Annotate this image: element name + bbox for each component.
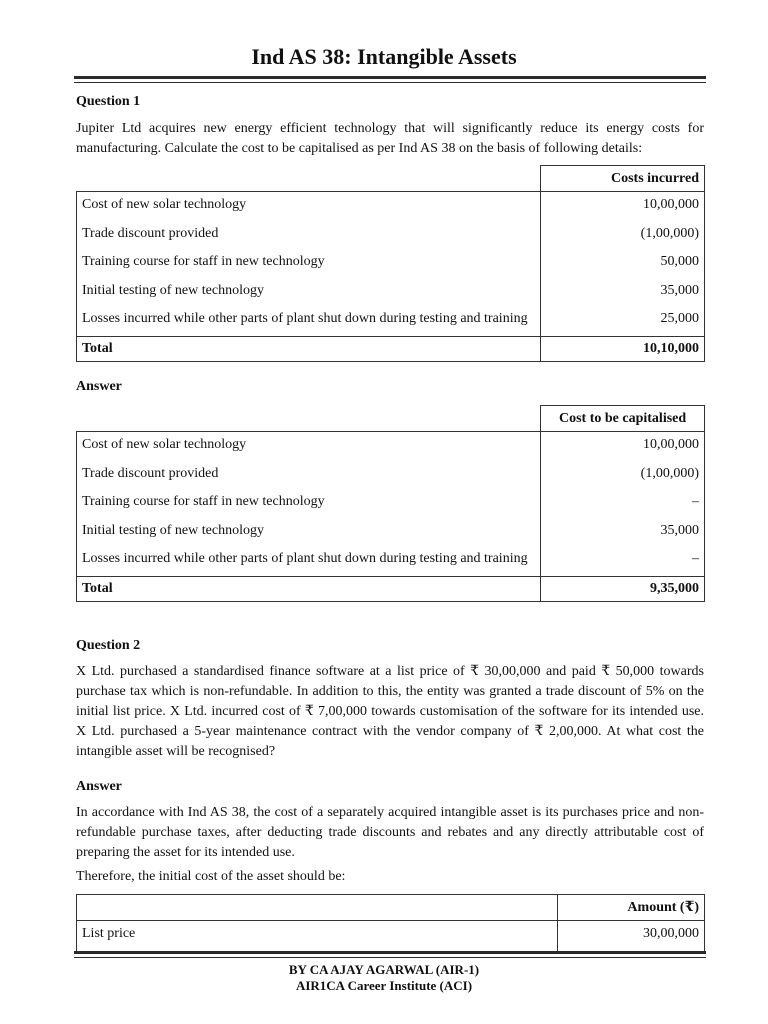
- row-value: –: [541, 490, 705, 519]
- total-row: [77, 336, 705, 361]
- row-value: 10,00,000: [541, 192, 705, 222]
- row-label: Training course for staff in new technology: [77, 250, 541, 279]
- row-value: 30,00,000: [558, 921, 705, 951]
- title-divider-thin: [74, 82, 706, 83]
- row-label: List price: [77, 921, 558, 951]
- footer-divider: [74, 951, 706, 954]
- footer-divider-thin: [74, 957, 706, 958]
- title-divider: [74, 76, 706, 79]
- row-value: (1,00,000): [541, 462, 705, 491]
- table-row: [77, 490, 705, 519]
- row-label: Initial testing of new technology: [77, 279, 541, 308]
- row-label: Losses incurred while other parts of plant shut down during testing and training: [77, 547, 541, 576]
- footer-author: BY CA AJAY AGARWAL (AIR-1): [288, 962, 480, 977]
- answer-1-heading: Answer: [76, 379, 122, 394]
- row-value: 25,000: [541, 307, 705, 336]
- table-row: [77, 921, 705, 951]
- row-label: Initial testing of new technology: [77, 519, 541, 548]
- table-row: [77, 519, 705, 548]
- row-value: 35,000: [541, 519, 705, 548]
- answer-2-text: In accordance with Ind AS 38, the cost of a separately acquired intangible asset is its purchases price and non-refundable purchase taxes, after deducting trade discounts and rebates and any directly attributable cost of preparing the asset for its intended use.: [76, 805, 704, 860]
- page-title: Ind AS 38: Intangible Assets: [251, 44, 517, 69]
- total-row: [77, 576, 705, 601]
- column-header: Cost to be capitalised: [541, 406, 705, 432]
- column-header: Costs incurred: [541, 166, 705, 192]
- row-label: Trade discount provided: [77, 222, 541, 251]
- table-row: [77, 307, 705, 336]
- table-row: [77, 547, 705, 576]
- question-2-text: X Ltd. purchased a standardised finance software at a list price of ₹ 30,00,000 and paid ₹ 50,000 towards purchase tax which is non-refundable. In addition to this, the entity was granted a trade discount of 5% on the initial list price. X Ltd. incurred cost of ₹ 7,00,000 towards customisation of the software for its intended use. X Ltd. purchased a 5-year maintenance contract with the vendor company of ₹ 2,00,000. At what cost the intangible asset will be recognised?: [76, 664, 704, 759]
- row-label: Training course for staff in new technology: [77, 490, 541, 519]
- table-row: [77, 462, 705, 491]
- row-label: Trade discount provided: [77, 462, 541, 491]
- question-1-heading: Question 1: [76, 94, 141, 109]
- question-1-text: Jupiter Ltd acquires new energy efficient technology that will significantly reduce its energy costs for manufacturing. Calculate the cost to be capitalised as per Ind AS 38 on the basis of following details:: [76, 121, 704, 156]
- table-row: [77, 192, 705, 222]
- table-row: [77, 432, 705, 462]
- row-value: 50,000: [541, 250, 705, 279]
- total-value: 9,35,000: [541, 576, 705, 601]
- column-header: Amount (₹): [558, 895, 705, 921]
- answer-2-table: [76, 894, 705, 951]
- total-label: Total: [77, 576, 541, 601]
- question-2-heading: Question 2: [76, 638, 141, 653]
- table-row: [77, 279, 705, 308]
- answer-2-lead-in: Therefore, the initial cost of the asset should be:: [76, 869, 346, 884]
- row-value: (1,00,000): [541, 222, 705, 251]
- question-1-table: [76, 165, 705, 362]
- answer-2-heading: Answer: [76, 779, 122, 794]
- table-row: [77, 250, 705, 279]
- row-value: –: [541, 547, 705, 576]
- row-value: 35,000: [541, 279, 705, 308]
- row-label: Losses incurred while other parts of plant shut down during testing and training: [77, 307, 541, 336]
- row-label: Cost of new solar technology: [77, 432, 541, 462]
- total-value: 10,10,000: [541, 336, 705, 361]
- answer-1-table: [76, 405, 705, 602]
- table-row: [77, 222, 705, 251]
- row-label: Cost of new solar technology: [77, 192, 541, 222]
- row-value: 10,00,000: [541, 432, 705, 462]
- footer-institute: AIR1CA Career Institute (ACI): [295, 978, 473, 993]
- total-label: Total: [77, 336, 541, 361]
